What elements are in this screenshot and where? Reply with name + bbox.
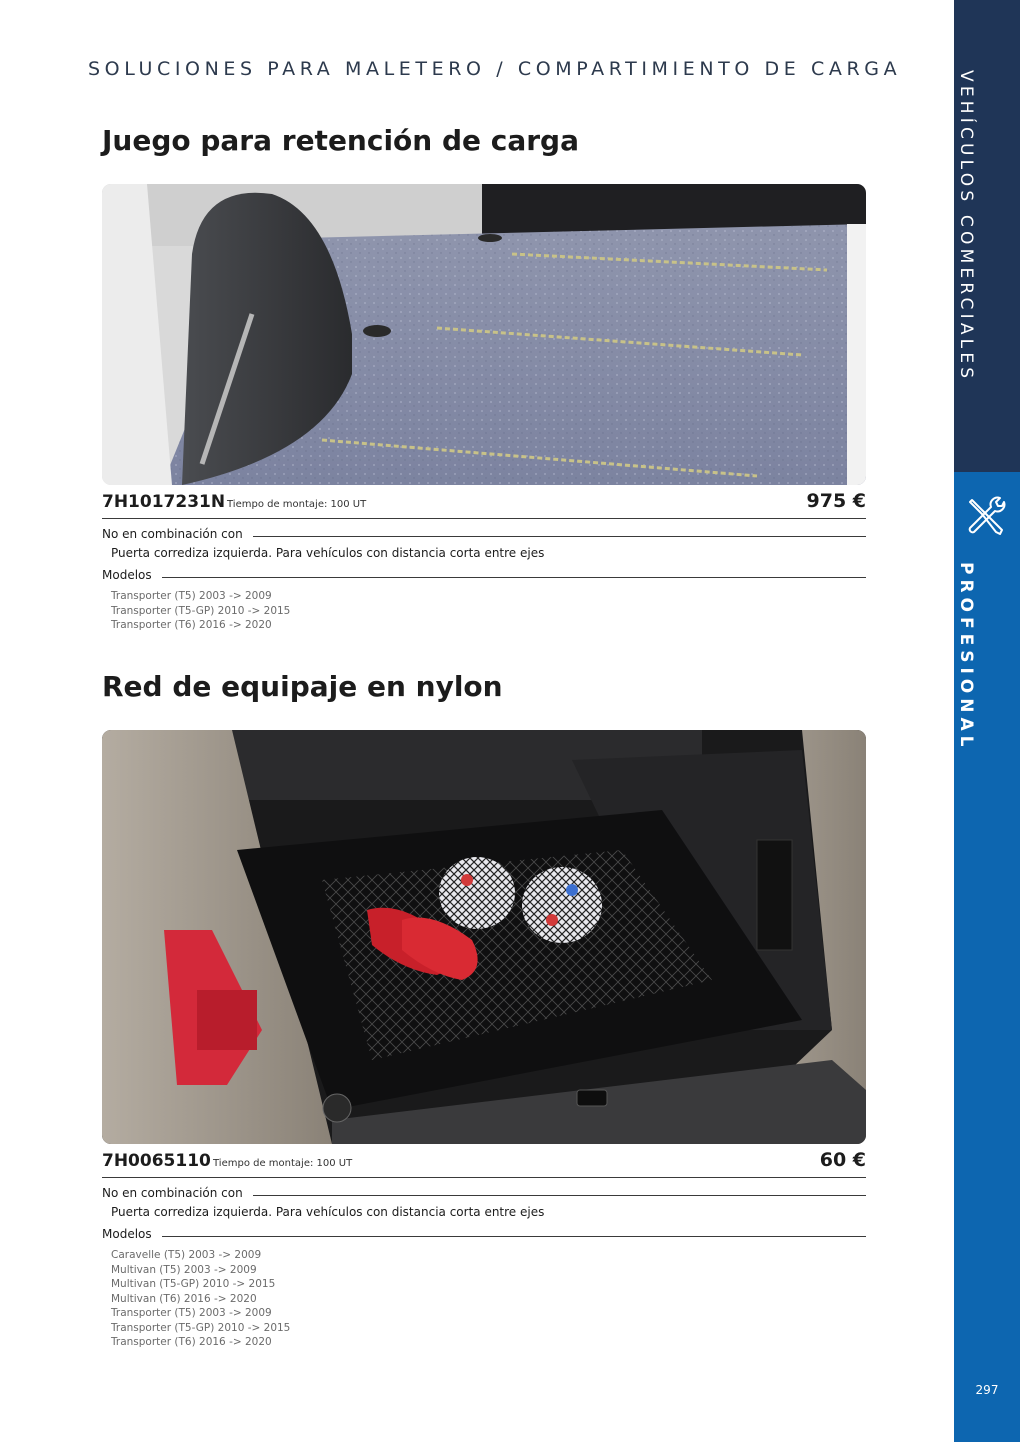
sidebar-subcategory-label: PROFESIONAL [956, 562, 976, 752]
luggage-net-photo [102, 730, 866, 1144]
product-code: 7H0065110 [102, 1151, 211, 1171]
model-item: Multivan (T5-GP) 2010 -> 2015 [111, 1278, 276, 1290]
product-code: 7H1017231N [102, 492, 226, 512]
cargo-floor-photo [102, 184, 866, 485]
model-item: Transporter (T6) 2016 -> 2020 [111, 619, 272, 631]
divider [102, 1236, 866, 1237]
model-item: Transporter (T5) 2003 -> 2009 [111, 1307, 272, 1319]
model-item: Transporter (T6) 2016 -> 2020 [111, 1336, 272, 1348]
page-number: 297 [975, 1383, 999, 1397]
luggage-net-photo-icon [102, 730, 866, 1144]
mount-time: Tiempo de montaje: 100 UT [227, 499, 367, 510]
model-item: Transporter (T5-GP) 2010 -> 2015 [111, 604, 291, 617]
model-item: Caravelle (T5) 2003 -> 2009 [111, 1249, 262, 1261]
model-item: Multivan (T5) 2003 -> 2009 [111, 1263, 257, 1276]
model-item: Multivan (T6) 2016 -> 2020 [111, 1292, 257, 1305]
product-info-row [102, 1144, 866, 1178]
tools-icon [964, 494, 1010, 540]
product-info-row [102, 485, 866, 519]
not-combined-text: Puerta corrediza izquierda. Para vehículos con distancia corta entre ejes [111, 1205, 545, 1219]
product-cargo-retention [102, 124, 866, 633]
product-luggage-net [102, 670, 866, 1350]
mount-time: Tiempo de montaje: 100 UT [213, 1158, 353, 1169]
sidebar-category-label: VEHÍCULOS COMERCIALES [956, 70, 976, 383]
models-label: Modelos [102, 1227, 162, 1241]
product-price: 60 € [819, 1149, 866, 1171]
models-label: Modelos [102, 568, 162, 582]
models-row [102, 566, 866, 586]
model-item: Transporter (T5) 2003 -> 2009 [111, 590, 272, 602]
section-header: SOLUCIONES PARA MALETERO / COMPARTIMIENTO DE CARGA [88, 58, 902, 80]
not-combined-label: No en combinación con [102, 1186, 253, 1200]
product-price: 975 € [806, 490, 866, 512]
model-item: Transporter (T5-GP) 2010 -> 2015 [111, 1321, 291, 1334]
not-combined-text: Puerta corrediza izquierda. Para vehículos con distancia corta entre ejes [111, 546, 545, 560]
product-title: Juego para retención de carga [102, 124, 579, 157]
not-combined-label: No en combinación con [102, 527, 253, 541]
product-title: Red de equipaje en nylon [102, 670, 503, 703]
not-combined-row [102, 525, 866, 545]
models-row [102, 1225, 866, 1245]
models-list [111, 1248, 866, 1350]
cargo-floor-photo-icon [102, 184, 866, 485]
divider [102, 577, 866, 578]
not-combined-row [102, 1184, 866, 1204]
models-list [111, 589, 866, 633]
